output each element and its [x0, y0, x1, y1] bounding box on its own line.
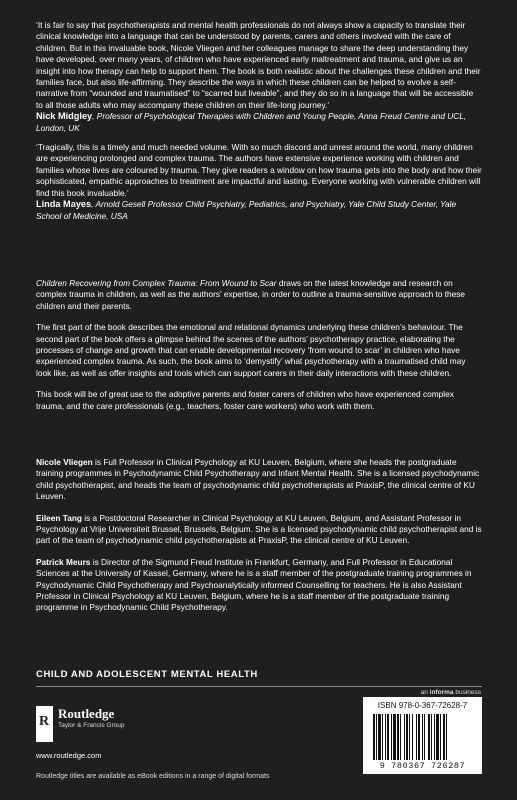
isbn-number: ISBN 978-0-367-72628-7: [377, 701, 468, 710]
barcode-bar: [416, 714, 417, 760]
barcode-bar: [391, 714, 392, 760]
barcode-bar: [424, 714, 425, 760]
informa-brand: informa: [429, 689, 454, 696]
barcode-bar: [397, 714, 399, 760]
endorsements: [36, 20, 482, 230]
barcode-bar: [376, 714, 377, 760]
informa-tagline: [421, 689, 481, 696]
barcode-bar: [378, 714, 381, 760]
description-paragraph: The first part of the book describes the emotional and relational dynamics underlying these children’s behaviour. The second part of the book offers a glimpse behind the scenes of the authors’ psychotherapy practice, elaborating the processes of change and growth that can enable developmental recovery ‘from wound to scar’ in children who have experienced complex trauma. As such, the book aims to ‘demystify’ what psychotherapy with a traumatised child may look like, as well as offer insights and tools which can support carers in their daily interactions with these children.: [36, 322, 466, 378]
author-bio: [36, 513, 482, 547]
barcode-bar: [446, 714, 447, 760]
logo-letter: R: [39, 714, 50, 729]
barcode-bar: [443, 714, 445, 760]
author-bio: [36, 457, 482, 503]
endorsement-quote: [36, 142, 482, 222]
barcode-bar: [387, 714, 389, 760]
quote-text: ‘It is fair to say that psychotherapists and mental health professionals do not always show a capacity to translate their clinical knowledge into a language that can be understood by parents, carers and others involved with the care of children. But in this invaluable book, Nicole Vliegen and her colleagues manage to share the deep understanding they have developed, over many years, of children who have experienced early maltreatment and trauma, and give us an insight into how therapy can help to support them. The book is both realistic about the challenges these children and their families face, but also life-affirming. They describe the ways in which these children can be helped to evolve a self-narrative from “wounded and traumatised” to “scarred but liveable”, and they do so in a language that will be accessible to all those adults who may accompany these children on their life-long journey.’: [36, 20, 481, 110]
description-paragraph: This book will be of great use to the adoptive parents and foster carers of children who have experienced complex trauma, and the care professionals (e.g., teachers, foster care workers) who work with them.: [36, 389, 454, 411]
publisher-group: Taylor & Francis Group: [58, 722, 125, 729]
barcode-bar: [382, 714, 383, 760]
endorser-role: , Professor of Psychological Therapies with Children and Young People, Anna Freud Centre and UCL, London, UK: [36, 111, 467, 133]
endorser-name: Linda Mayes: [36, 199, 92, 210]
quote-attribution: [36, 111, 482, 134]
barcode-bar: [412, 714, 413, 760]
publisher-website: www.routledge.com: [36, 751, 102, 760]
barcode-bar: [393, 714, 396, 760]
barcode-bar: [418, 714, 420, 760]
barcode-bar: [428, 714, 430, 760]
barcode-bar: [409, 714, 410, 760]
informa-prefix: an: [420, 689, 430, 696]
barcode-digits: 9 780367 726287: [379, 761, 466, 771]
author-name: Eileen Tang: [36, 512, 82, 523]
publisher-name: Routledge: [58, 706, 115, 721]
barcode-bar: [406, 714, 408, 760]
author-bio-text: is Director of the Sigmund Freud Institute in Frankfurt, Germany, and Full Professor in Educational Sciences at the University of Kassel, Germany, where he is a staff member of the postgraduate training programmes in Psychodynamic Child Psychotherapy and Psychoanalytically informed Counselling for teachers. He is also Assistant Professor in Clinical Psychology at KU Leuven, Belgium, where he is a staff member of the postgraduate training programme in Psychodynamic Child Psychotherapy.: [36, 556, 472, 613]
barcode-bar: [385, 714, 386, 760]
endorser-role: , Arnold Gesell Professor Child Psychiatry, Pediatrics, and Psychiatry, Yale Child Study Center, Yale School of Medicine, USA: [36, 199, 457, 221]
routledge-logo-icon: [36, 706, 53, 742]
book-description: [36, 278, 482, 422]
quote-text: ‘Tragically, this is a timely and much needed volume. With so much discord and unrest around the world, many children are experiencing prolonged and complex trauma. The authors have extensive experience working with children and families whose lives are coloured by trauma. They give readers a window on how trauma gets into the body and how their sophisticated, empathic approaches to treatment are impactful and lasting. Everyone working with vulnerable children will find this book invaluable.’: [36, 142, 482, 198]
barcode-bar: [422, 714, 423, 760]
endorser-name: Nick Midgley: [36, 111, 93, 122]
barcode-bar: [373, 714, 375, 760]
ebook-note: Routledge titles are available as eBook editions in a range of digital formats: [36, 773, 270, 780]
series-name: CHILD AND ADOLESCENT MENTAL HEALTH: [36, 669, 258, 680]
divider: [36, 686, 482, 687]
author-name: Nicole Vliegen: [36, 457, 93, 467]
barcode-bar: [440, 714, 441, 760]
barcode-bar: [431, 714, 432, 760]
description-paragraph: [36, 278, 482, 312]
endorsement-quote: [36, 20, 482, 134]
description-text: draws on the latest knowledge and research on complex trauma in children, as well as the authors’ expertise, in order to outline a trauma-sensitive approach to these children and their parents.: [36, 278, 466, 311]
barcode-bar: [400, 714, 401, 760]
book-title: Children Recovering from Complex Trauma: From Wound to Scar: [36, 278, 277, 288]
barcode-icon: [373, 714, 472, 760]
isbn-barcode: [363, 697, 482, 774]
author-bios: [36, 457, 482, 624]
informa-suffix: business: [453, 689, 481, 696]
author-name: Patrick Meurs: [36, 556, 91, 567]
quote-attribution: [36, 199, 482, 222]
author-bio-text: is Full Professor in Clinical Psychology at KU Leuven, Belgium, where she heads the postgraduate training programmes in Psychodynamic Child Psychotherapy and Infant Mental Health. She is a licensed psychodynamic child psychotherapist, and heads the team of psychodynamic child psychotherapists at PraxisP, the clinical centre of KU Leuven.: [36, 457, 480, 502]
barcode-bar: [404, 714, 405, 760]
author-bio-text: is a Postdoctoral Researcher in Clinical Psychology at KU Leuven, Belgium, and Assistant Professor in Psychology at Vrije Universiteit Brussel, Brussels, Belgium. She is a licensed psychodynamic child psychotherapist and is part of the team of psychodynamic child psychotherapists at PraxisP, the clinical centre of KU Leuven.: [36, 512, 482, 546]
barcode-bar: [436, 714, 439, 760]
author-bio: [36, 557, 482, 614]
barcode-bar: [434, 714, 435, 760]
